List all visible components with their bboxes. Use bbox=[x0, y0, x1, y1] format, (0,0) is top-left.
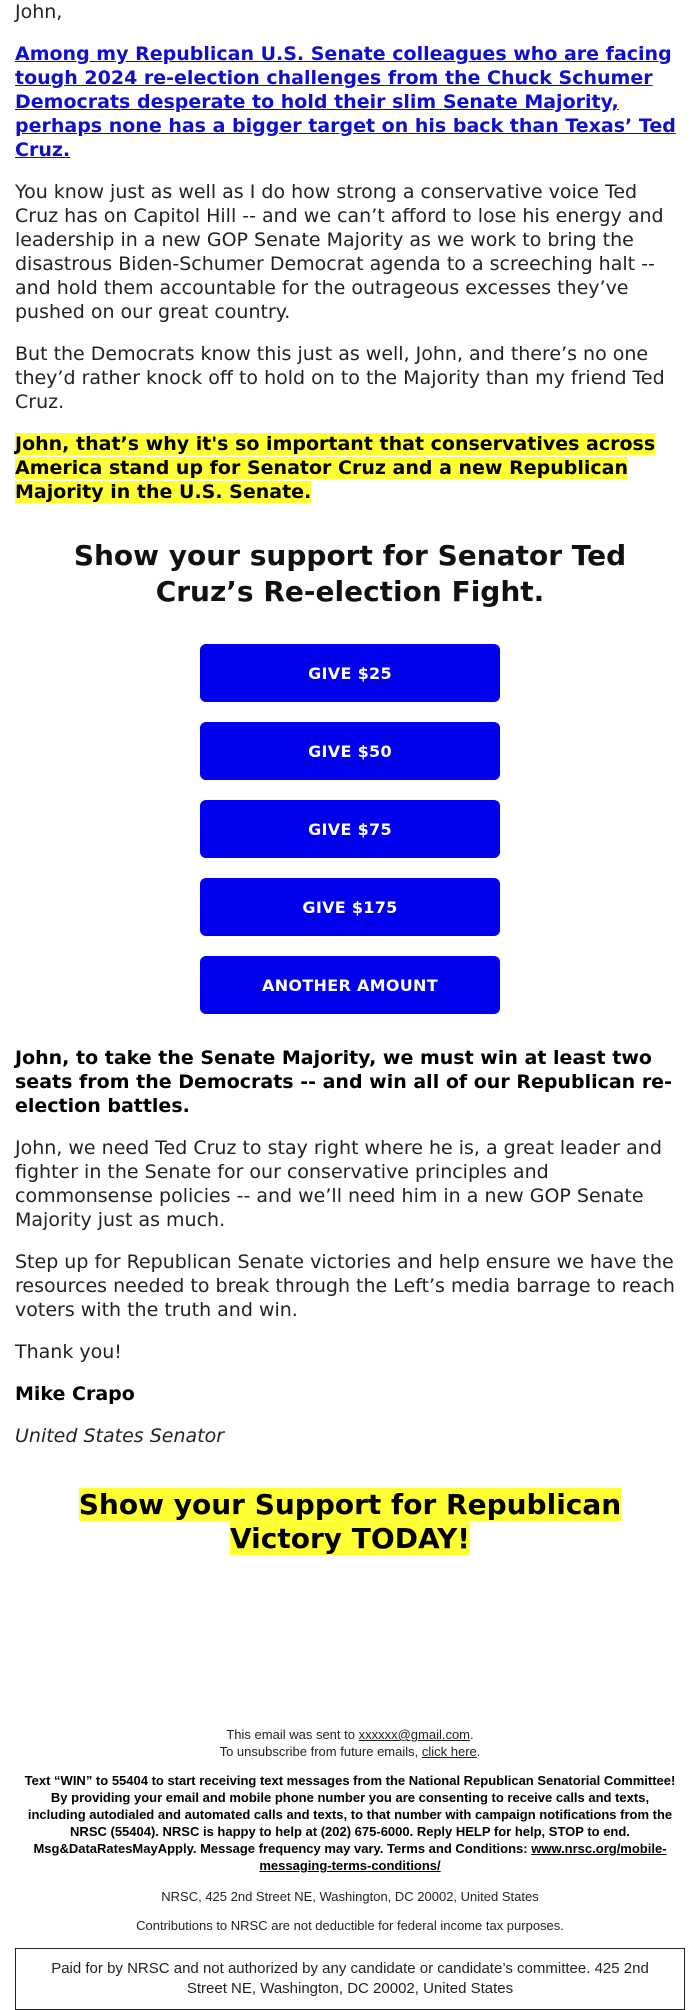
sent-email-link[interactable]: xxxxxx@gmail.com bbox=[358, 1727, 471, 1742]
unsubscribe-prefix: To unsubscribe from future emails, bbox=[219, 1744, 422, 1759]
give-175-button[interactable]: GIVE $175 bbox=[200, 878, 500, 936]
tax-disclaimer: Contributions to NRSC are not deductible for federal income tax purposes. bbox=[136, 1918, 564, 1933]
lead-paragraph bbox=[15, 42, 685, 162]
unsubscribe-suffix: . bbox=[476, 1744, 481, 1759]
support-headline: Show your support for Senator Ted Cruz’s Re-election Fight. bbox=[73, 539, 627, 608]
email-body bbox=[15, 0, 685, 2010]
unsubscribe-link[interactable]: click here bbox=[421, 1744, 477, 1759]
give-75-button[interactable]: GIVE $75 bbox=[200, 800, 500, 858]
email-content bbox=[15, 0, 685, 504]
another-amount-button[interactable]: ANOTHER AMOUNT bbox=[200, 956, 500, 1014]
donation-buttons bbox=[15, 644, 685, 1034]
footer bbox=[15, 1726, 685, 2010]
sms-disclaimer bbox=[21, 1772, 679, 1874]
address-line: NRSC, 425 2nd Street NE, Washington, DC 20002, United States bbox=[161, 1889, 539, 1904]
highlight-paragraph bbox=[15, 432, 685, 504]
signature-name: Mike Crapo bbox=[15, 1383, 135, 1405]
email-content-2 bbox=[15, 1046, 685, 1448]
closing-headline-text[interactable]: Show your Support for Republican Victory TODAY! bbox=[78, 1488, 622, 1555]
salutation: John, bbox=[15, 1, 63, 23]
thanks: Thank you! bbox=[15, 1341, 122, 1363]
sent-suffix: . bbox=[470, 1727, 474, 1742]
lead-link[interactable]: Among my Republican U.S. Senate colleagues who are facing tough 2024 re-election challenges from the Chuck Schumer Democrats desperate to hold their slim Senate Majority, perhaps none has a bigger target on his back than Texas’ Ted Cruz. bbox=[15, 43, 676, 161]
sms-terms-link[interactable]: www.nrsc.org/mobile-messaging-terms-conditions/ bbox=[259, 1841, 667, 1873]
bold-paragraph: John, to take the Senate Majority, we must win at least two seats from the Democrats -- and win all of our Republican re-election battles. bbox=[15, 1047, 672, 1117]
paragraph-4: Step up for Republican Senate victories and help ensure we have the resources needed to break through the Left’s media barrage to reach voters with the truth and win. bbox=[15, 1251, 675, 1321]
closing-headline[interactable] bbox=[35, 1488, 665, 1556]
paid-for-box: Paid for by NRSC and not authorized by any candidate or candidate’s committee. 425 2nd Street NE, Washington, DC 20002, United States bbox=[15, 1948, 685, 2010]
signature-title: United States Senator bbox=[15, 1425, 225, 1447]
paragraph-2: But the Democrats know this just as well, John, and there’s no one they’d rather knock off to hold on to the Majority than my friend Ted Cruz. bbox=[15, 343, 665, 413]
paragraph-3: John, we need Ted Cruz to stay right where he is, a great leader and fighter in the Senate for our conservative principles and commonsense policies -- and we’ll need him in a new GOP Senate Majority just as much. bbox=[15, 1137, 662, 1231]
sent-to-line bbox=[15, 1726, 685, 1760]
highlight-text: John, that’s why it's so important that conservatives across America stand up for Senator Cruz and a new Republican Majority in the U.S. Senate. bbox=[15, 433, 656, 503]
paragraph-1: You know just as well as I do how strong a conservative voice Ted Cruz has on Capitol Hill -- and we can’t afford to lose his energy and leadership in a new GOP Senate Majority as we work to bring the disastrous Biden-Schumer Democrat agenda to a screeching halt -- and hold them accountable for the outrageous excesses they’ve pushed on our great country. bbox=[15, 181, 664, 323]
give-25-button[interactable]: GIVE $25 bbox=[200, 644, 500, 702]
give-50-button[interactable]: GIVE $50 bbox=[200, 722, 500, 780]
sms-text: Text “WIN” to 55404 to start receiving text messages from the National Republican Senatorial Committee! By providing your email and mobile phone number you are consenting to receive calls and texts, including autodialed and automated calls and texts, to that number with campaign notifications from the NRSC (55404). NRSC is happy to help at (202) 675-6000. Reply HELP for help, STOP to end. Msg&DataRatesMayApply. Message frequency may vary. Terms and Conditions: bbox=[24, 1773, 676, 1856]
sent-prefix: This email was sent to bbox=[226, 1727, 359, 1742]
